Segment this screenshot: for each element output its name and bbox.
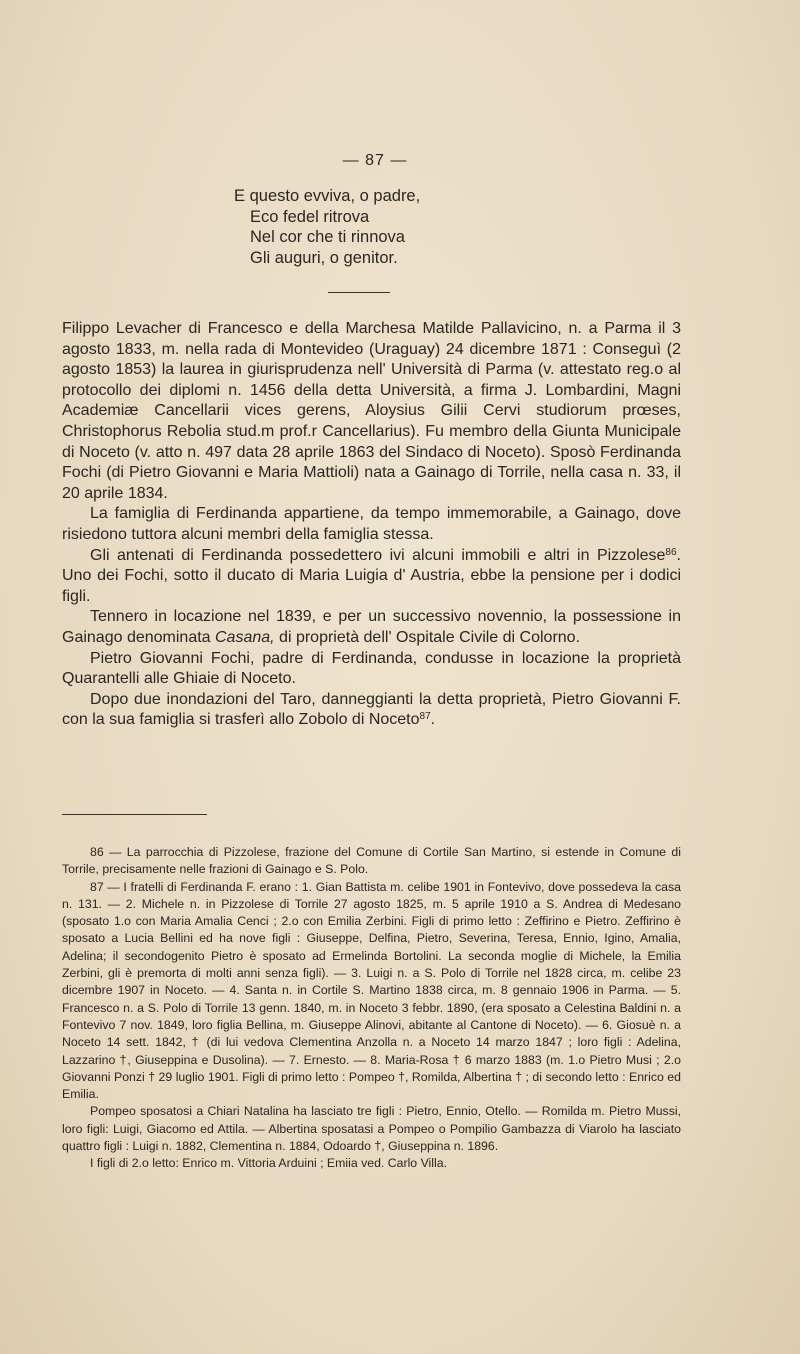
poem-line: E questo evviva, o padre, bbox=[234, 187, 421, 205]
paragraph-text: . bbox=[430, 711, 436, 729]
footnote-divider bbox=[62, 814, 207, 815]
footnote-ref: 86 bbox=[665, 546, 677, 558]
main-text bbox=[62, 319, 681, 731]
paragraph-text: Dopo due inondazioni del Taro, danneggianti la detta proprietà, Pietro Giovanni F. con la sua famiglia si trasferì allo Zobolo di Noceto bbox=[62, 690, 681, 729]
paragraph: Pietro Giovanni Fochi, padre di Ferdinanda, condusse in locazione la proprietà Quarantelli alle Ghiaie di Noceto. bbox=[62, 649, 681, 688]
paragraph-text: di proprietà dell' Ospitale Civile di Colorno. bbox=[274, 628, 581, 646]
footnote: 87 — I fratelli di Ferdinanda F. erano : 1. Gian Battista m. celibe 1901 in Fontevivo, dove possedeva la casa n. 131. — 2. Michele n. in Pizzolese di Torrile 27 agosto 1825, m. 5 aprile 1910 a S. Andrea di Medesano (sposato 1.o con Maria Amalia Cenci ; 2.o con Emilia Zerbini. Figli di primo letto : Zeffirino e Pietro. Zeffirino è sposato a Lucia Bellini ed ha nove figli : Giuseppe, Delfina, Pietro, Severina, Teresa, Ennio, Igino, Amalia, Adelina; il secondogenito Pietro è sposato ad Ermelinda Bortolini. La seconda moglie di Michele, la Emilia Zerbini, gli è premorta di molti anni senza figli). — 3. Luigi n. a S. Polo di Torrile nel 1828 circa, m. celibe 23 dicembre 1907 in Noceto. — 4. Santa n. in Cortile S. Martino 1838 circa, m. 8 gennaio 1906 in Parma. — 5. Francesco n. a S. Polo di Torrile 13 genn. 1840, m. in Noceto 3 febbr. 1890, (era sposato a Celestina Baldini n. a Fontevivo 7 nov. 1849, loro figlia Bellina, m. Giuseppe Alinovi, abitante al Cantone di Noceto). — 6. Giosuè n. a Noceto 14 sett. 1842, † (di lui vedova Clementina Anzolla n. a Noceto 14 marzo 1847 ; loro figli : Adelina, Lazzarino †, Giuseppina e Dusolina). — 7. Ernesto. — 8. Maria-Rosa † 6 marzo 1883 (m. 1.o Pietro Musi ; 2.o Giovanni Ponzi † 29 luglio 1901. Figli di primo letto : Pompeo †, Romilda, Albertina † ; di secondo letto : Enrico ed Emilia. bbox=[62, 879, 681, 1102]
italic-term: Casana, bbox=[215, 628, 275, 646]
paragraph-text: . Uno dei Fochi, sotto il ducato di Maria Luigia d' Austria, ebbe la pensione per i dodici figli. bbox=[62, 546, 681, 605]
footnote: Pompeo sposatosi a Chiari Natalina ha lasciato tre figli : Pietro, Ennio, Otello. — Romilda m. Pietro Mussi, loro figli: Luigi, Giacomo ed Attila. — Albertina sposatasi a Pompeo o Pompilio Gambazza di Viarolo ha lasciato quattro figli : Luigi n. 1882, Clementina n. 1884, Odoardo †, Giuseppina n. 1896. bbox=[62, 1104, 681, 1154]
poem-line: Gli auguri, o genitor. bbox=[250, 248, 398, 267]
footnote-ref: 87 bbox=[419, 711, 431, 723]
footnote: I figli di 2.o letto: Enrico m. Vittoria Arduini ; Emiia ved. Carlo Villa. bbox=[90, 1156, 447, 1171]
paragraph-text: Tennero in locazione nel 1839, e per un successivo novennio, la possessione in Gainago denominata bbox=[62, 608, 681, 646]
footnotes bbox=[62, 844, 681, 1173]
page-number: — 87 — bbox=[342, 152, 408, 169]
paragraph: Filippo Levacher di Francesco e della Marchesa Matilde Pallavicino, n. a Parma il 3 agosto 1833, m. nella rada di Montevideo (Uraguay) 24 dicembre 1871 : Conseguì (2 agosto 1853) la laurea in giurisprudenza nell' Università di Parma (v. attestato reg.o al protocollo dei diplomi n. 1456 della detta Università, a firma J. Lombardini, Magni Academiæ Cancellarii vices gerens, Aloysius Gilii Cervi studiorum prœses, Christophorus Rebolia stud.m prof.r Cancellarius). Fu membro della Giunta Municipale di Noceto (v. atto n. 497 data 28 aprile 1863 del Sindaco di Noceto). Sposò Ferdinanda Fochi (di Pietro Giovanni e Maria Mattioli) nata a Gainago di Torrile, nella casa n. 33, il 20 aprile 1834. bbox=[62, 320, 681, 502]
paragraph: La famiglia di Ferdinanda appartiene, da tempo immemorabile, a Gainago, dove risiedono tuttora alcuni membri della famiglia stessa. bbox=[62, 505, 681, 543]
paragraph bbox=[62, 546, 681, 608]
paragraph bbox=[62, 607, 681, 648]
poem-line: Eco fedel ritrova bbox=[250, 207, 370, 226]
poem-line: Nel cor che ti rinnova bbox=[250, 228, 405, 246]
section-divider bbox=[328, 292, 390, 293]
paragraph bbox=[62, 690, 681, 731]
poem bbox=[234, 186, 420, 268]
paragraph-text: Gli antenati di Ferdinanda possedettero ivi alcuni immobili e altri in Pizzolese bbox=[90, 546, 666, 564]
footnote: 86 — La parrocchia di Pizzolese, frazione del Comune di Cortile San Martino, si estende in Comune di Torrile, precisamente nelle frazioni di Gainago e S. Polo. bbox=[62, 845, 681, 877]
